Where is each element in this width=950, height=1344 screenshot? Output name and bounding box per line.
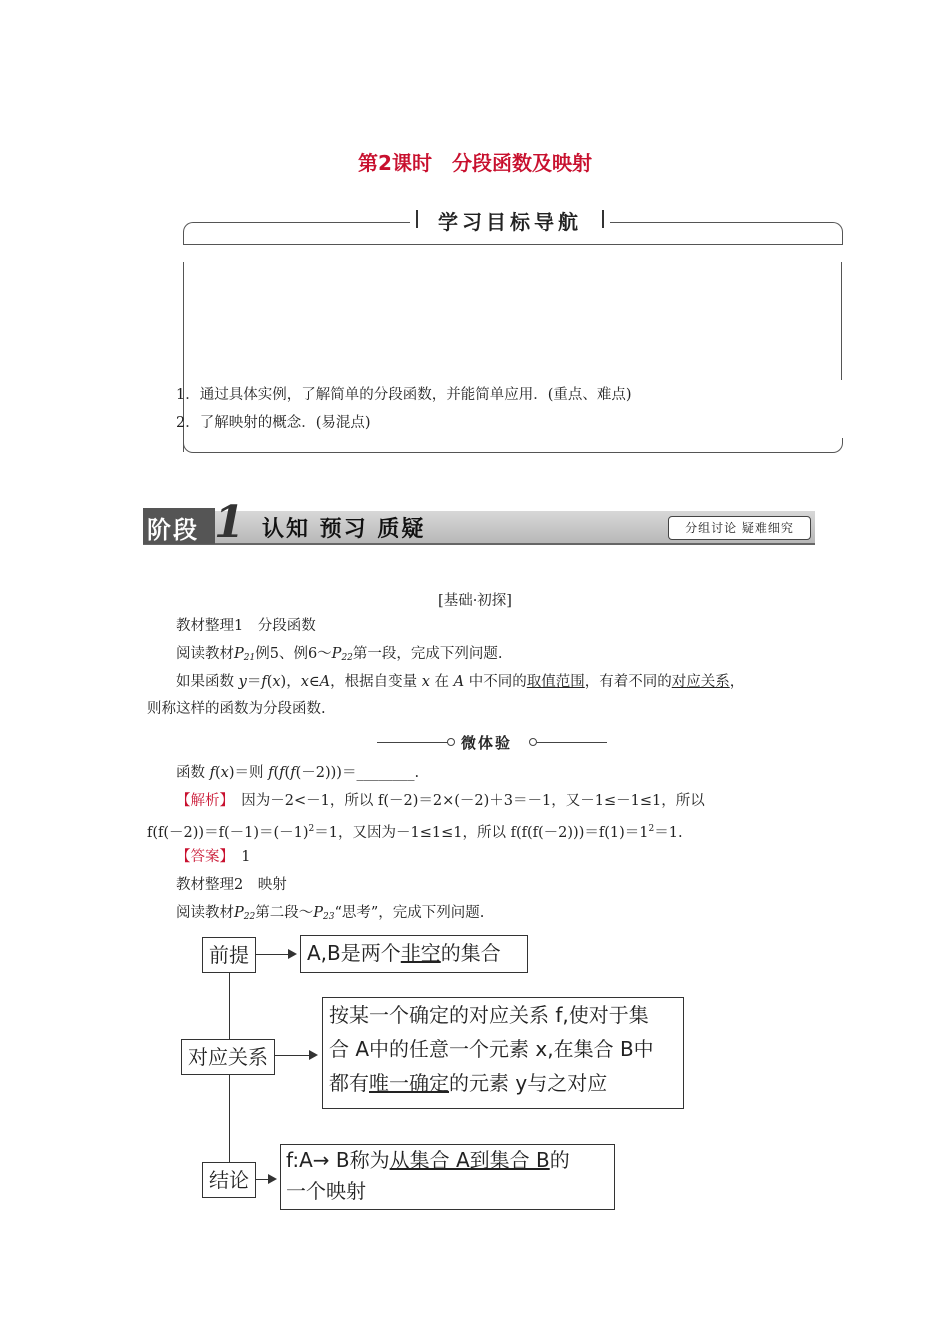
term-value-range: 取值范围 bbox=[526, 674, 585, 690]
premise-content-box: A,B是两个非空的集合 bbox=[300, 935, 528, 973]
definition-line-1: 如果函数 y＝f(x)，x∈A，根据自变量 x 在 A 中不同的取值范围，有着不同的对应关系， bbox=[176, 674, 745, 690]
micro-practice-header bbox=[377, 732, 607, 754]
conclusion-box: 结论 bbox=[202, 1162, 256, 1198]
definition-line-2: 则称这样的函数为分段函数. bbox=[147, 701, 326, 717]
goal-item-1: 1．通过具体实例，了解简单的分段函数，并能简单应用．(重点、难点) bbox=[176, 387, 632, 403]
section1-heading: 教材整理1 分段函数 bbox=[176, 618, 316, 634]
stage-word: 阶段 bbox=[147, 516, 199, 544]
section2-reading: 阅读教材$P_{22}$第二段$\sim P_{23}“$思考”，完成下列问题. bbox=[176, 905, 485, 922]
premise-box: 前提 bbox=[202, 937, 256, 973]
analysis-line-2: $f(f(-2))=f(-1)=(-1)^2=1$，又因为－1≤1≤1，所以 $f(f(f(-2)))=f(1)=1^2=1$. bbox=[147, 824, 683, 841]
stage-number: 1 bbox=[214, 497, 245, 548]
stage-title: 认知 预习 质疑 bbox=[262, 516, 426, 542]
section1-reading: 阅读教材$P_{21}$例5、例$6\sim P_{22}$第一段，完成下列问题. bbox=[176, 646, 503, 663]
analysis-line-1: 【解析】 因为－2<－1，所以 f(－2)＝2×(－2)＋3＝－1，又－1≤－1≤1，所以 bbox=[176, 793, 705, 809]
answer-line bbox=[176, 847, 250, 867]
relation-box: 对应关系 bbox=[181, 1039, 275, 1075]
goals-heading: 学习目标导航 bbox=[410, 206, 610, 232]
page-title bbox=[0, 147, 950, 176]
term-correspondence: 对应关系 bbox=[671, 674, 730, 690]
relation-content-box: 按某一个确定的对应关系 f,使对于集 合 A中的任意一个元素 x,在集合 B中 都有唯一确定的元素 y与之对应 bbox=[322, 997, 684, 1109]
stage-tag: 分组讨论 疑难细究 bbox=[668, 516, 811, 540]
question-text: 函数 f(x)＝则 f(f(f(－2)))＝________. bbox=[176, 765, 420, 781]
goals-box-right bbox=[841, 262, 842, 380]
conclusion-arrow bbox=[255, 1179, 275, 1180]
goal-item-2: 2．了解映射的概念．(易混点) bbox=[176, 415, 371, 431]
section2-heading: 教材整理2 映射 bbox=[176, 877, 287, 893]
answer-value: 1 bbox=[226, 849, 251, 865]
lesson-topic: 分段函数及映射 bbox=[451, 151, 592, 175]
answer-tag: 【答案】 bbox=[176, 849, 227, 865]
relation-arrow bbox=[274, 1055, 316, 1056]
analysis-tag: 【解析】 bbox=[176, 793, 227, 809]
micro-practice-label: 微体验 bbox=[461, 734, 513, 752]
lesson-number: 第2课时 bbox=[358, 151, 432, 175]
goals-box-bottom bbox=[183, 438, 843, 453]
basics-label: [基础·初探] bbox=[438, 593, 512, 609]
conclusion-content-box: f:A→ B称为从集合 A到集合 B的 一个映射 bbox=[280, 1144, 615, 1210]
goals-divider bbox=[183, 244, 843, 245]
premise-arrow bbox=[255, 954, 295, 955]
